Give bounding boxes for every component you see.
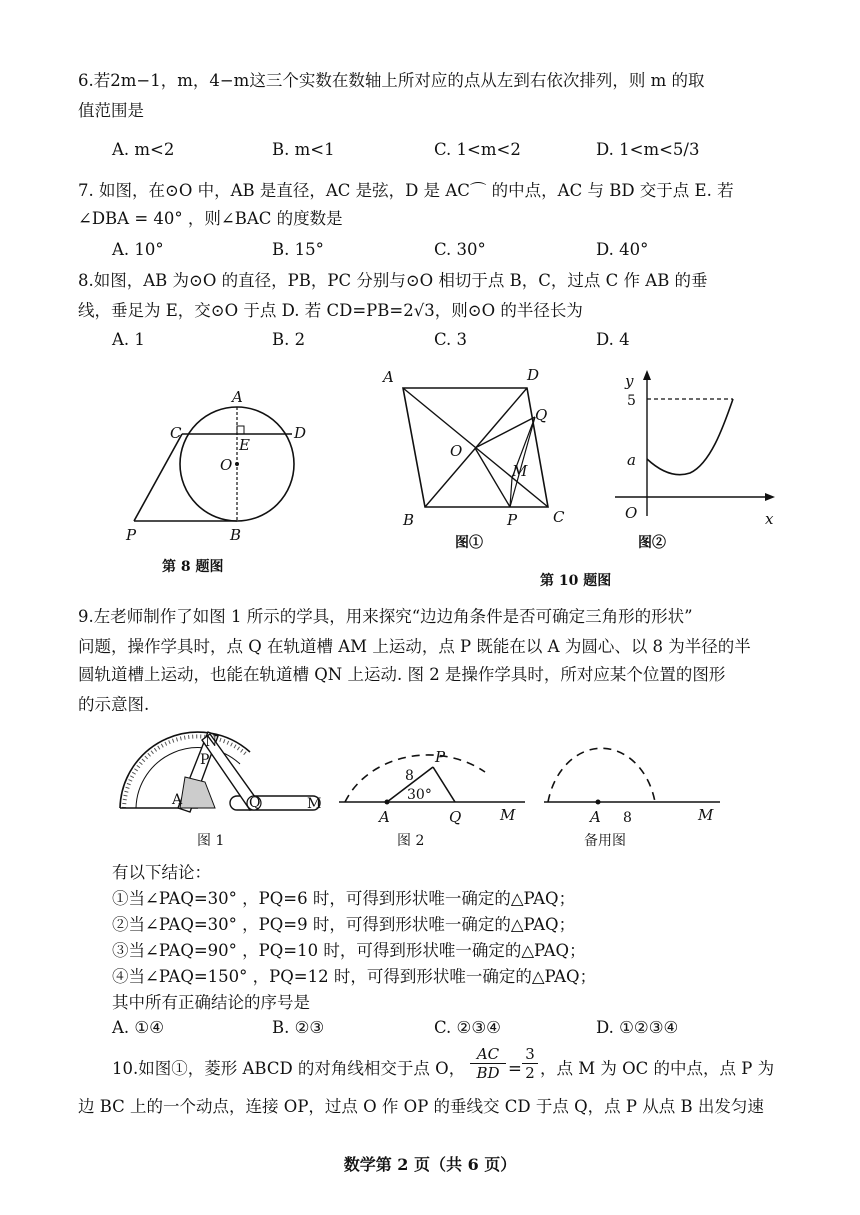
q8-label-c: C <box>170 424 182 442</box>
q10-label-o: O <box>450 442 463 460</box>
q10-figure-2 <box>605 366 785 536</box>
q6-option-c: C. 1<m<2 <box>434 140 521 159</box>
q10-fraction-1 <box>470 1045 506 1082</box>
q9-fig2-label-8: 8 <box>405 768 414 784</box>
q8-option-d: D. 4 <box>596 330 630 349</box>
q8-label-b: B <box>230 526 242 544</box>
q10-label-d: D <box>527 366 540 384</box>
q9-conclusion-2: ②当∠PAQ=30° ，PQ=9 时，可得到形状唯一确定的△PAQ； <box>112 915 576 934</box>
q6-line2: 值范围是 <box>78 101 144 120</box>
q9-fig2-label-m: M <box>500 806 516 824</box>
q10-fraction-2 <box>522 1045 538 1082</box>
q9-figure-1 <box>110 722 325 827</box>
q9-fig2-label-q: Q <box>449 808 462 826</box>
q10-fig2-caption: 图② <box>638 535 666 551</box>
q10-frac-den: BD <box>476 1064 500 1082</box>
q9-fig1-caption: 图 1 <box>197 833 225 849</box>
q7-line2: ∠DBA = 40° ，则∠BAC 的度数是 <box>78 209 343 228</box>
q8-option-a: A. 1 <box>112 330 145 349</box>
q9-spare-figure <box>540 722 725 827</box>
q6-line1: 6.若2m−1，m，4−m这三个实数在数轴上所对应的点从左到右依次排列，则 m 的取 <box>78 71 705 90</box>
q7-option-b: B. 15° <box>272 240 324 259</box>
graph-label-a: a <box>627 451 636 469</box>
q9-spare-caption: 备用图 <box>584 833 626 849</box>
graph-label-origin: O <box>625 504 638 522</box>
q9-option-c: C. ②③④ <box>434 1018 501 1037</box>
q10-line2: 边 BC 上的一个动点，连接 OP，过点 O 作 OP 的垂线交 CD 于点 Q，点 P 从点 B 出发匀速 <box>78 1097 764 1116</box>
q8-option-b: B. 2 <box>272 330 306 349</box>
q8-label-d: D <box>294 424 307 442</box>
q10-label-p: P <box>507 511 518 529</box>
svg-text:A: A <box>172 792 183 808</box>
q9-line2: 问题，操作学具时，点 Q 在轨道槽 AM 上运动，点 P 既能在以 A 为圆心、以 8 为半径的半 <box>78 637 751 656</box>
q9-conclusions-title: 有以下结论： <box>112 863 211 882</box>
q6-option-d: D. 1<m<5/3 <box>596 140 700 159</box>
spare-label-m: M <box>698 806 714 824</box>
graph-label-five: 5 <box>627 393 636 409</box>
q10-line1-pre: 10.如图①，菱形 ABCD 的对角线相交于点 O， <box>112 1059 466 1078</box>
graph-label-x: x <box>765 510 774 528</box>
q10-label-b: B <box>403 511 415 529</box>
q9-line1: 9.左老师制作了如图 1 所示的学具，用来探究“边边角条件是否可确定三角形的形状” <box>78 607 693 626</box>
q10-label-a: A <box>383 368 394 386</box>
svg-text:P: P <box>200 752 210 768</box>
q9-line4: 的示意图. <box>78 695 150 714</box>
q9-fig2-caption: 图 2 <box>397 833 425 849</box>
q9-fig2-label-a: A <box>379 808 390 826</box>
q8-label-a: A <box>232 388 243 406</box>
q8-label-p: P <box>126 526 137 544</box>
q9-ask: 其中所有正确结论的序号是 <box>112 993 310 1012</box>
svg-text:Q: Q <box>249 795 261 811</box>
q9-fig2-label-p: P <box>435 748 446 766</box>
q10-frac-num: AC <box>470 1045 506 1064</box>
q6-option-b: B. m<1 <box>272 140 335 159</box>
q7-option-c: C. 30° <box>434 240 486 259</box>
q8-label-e: E <box>239 436 250 454</box>
spare-label-8: 8 <box>623 810 632 826</box>
q7-line1: 7. 如图，在⊙O 中，AB 是直径，AC 是弦，D 是 AC⌒ 的中点，AC 与 BD 交于点 E. 若 <box>78 181 734 200</box>
spare-label-a: A <box>590 808 601 826</box>
q10-frac2-den: 2 <box>525 1064 535 1082</box>
q8-figure-caption: 第 8 题图 <box>162 559 224 575</box>
graph-label-y: y <box>625 372 634 390</box>
q9-option-d: D. ①②③④ <box>596 1018 679 1037</box>
q9-option-a: A. ①④ <box>112 1018 164 1037</box>
q9-figure-2 <box>335 722 530 827</box>
q7-option-d: D. 40° <box>596 240 649 259</box>
q10-figure-1 <box>375 362 575 532</box>
page-footer: 数学第 2 页（共 6 页） <box>343 1155 517 1174</box>
q9-fig2-angle: 30° <box>407 787 432 803</box>
q9-line3: 圆轨道槽上运动，也能在轨道槽 QN 上运动. 图 2 是操作学具时，所对应某个位置的图形 <box>78 665 726 684</box>
q10-line1-post: ，点 M 为 OC 的中点，点 P 为 <box>540 1059 775 1078</box>
q9-conclusion-4: ④当∠PAQ=150° ，PQ=12 时，可得到形状唯一确定的△PAQ； <box>112 967 597 986</box>
q9-option-b: B. ②③ <box>272 1018 325 1037</box>
q10-frac2-num: 3 <box>522 1045 538 1064</box>
q10-fig1-caption: 图① <box>455 535 483 551</box>
q10-label-c: C <box>553 508 565 526</box>
q8-line2: 线，垂足为 E，交⊙O 于点 D. 若 CD=PB=2√3，则⊙O 的半径长为 <box>78 301 583 320</box>
q9-conclusion-3: ③当∠PAQ=90° ，PQ=10 时，可得到形状唯一确定的△PAQ； <box>112 941 586 960</box>
q8-option-c: C. 3 <box>434 330 468 349</box>
q10-label-q: Q <box>535 406 548 424</box>
q10-equals: = <box>508 1059 522 1078</box>
svg-text:N: N <box>205 734 218 750</box>
svg-text:M: M <box>307 796 322 812</box>
q7-option-a: A. 10° <box>112 240 164 259</box>
q10-label-m: M <box>512 462 528 480</box>
q10-figure-caption: 第 10 题图 <box>540 573 612 589</box>
q8-figure <box>120 380 320 550</box>
q9-conclusion-1: ①当∠PAQ=30° ，PQ=6 时，可得到形状唯一确定的△PAQ； <box>112 889 576 908</box>
q8-label-o: O <box>220 456 233 474</box>
q6-option-a: A. m<2 <box>112 140 175 159</box>
q8-line1: 8.如图，AB 为⊙O 的直径，PB，PC 分别与⊙O 相切于点 B，C，过点 C 作 AB 的垂 <box>78 271 708 290</box>
